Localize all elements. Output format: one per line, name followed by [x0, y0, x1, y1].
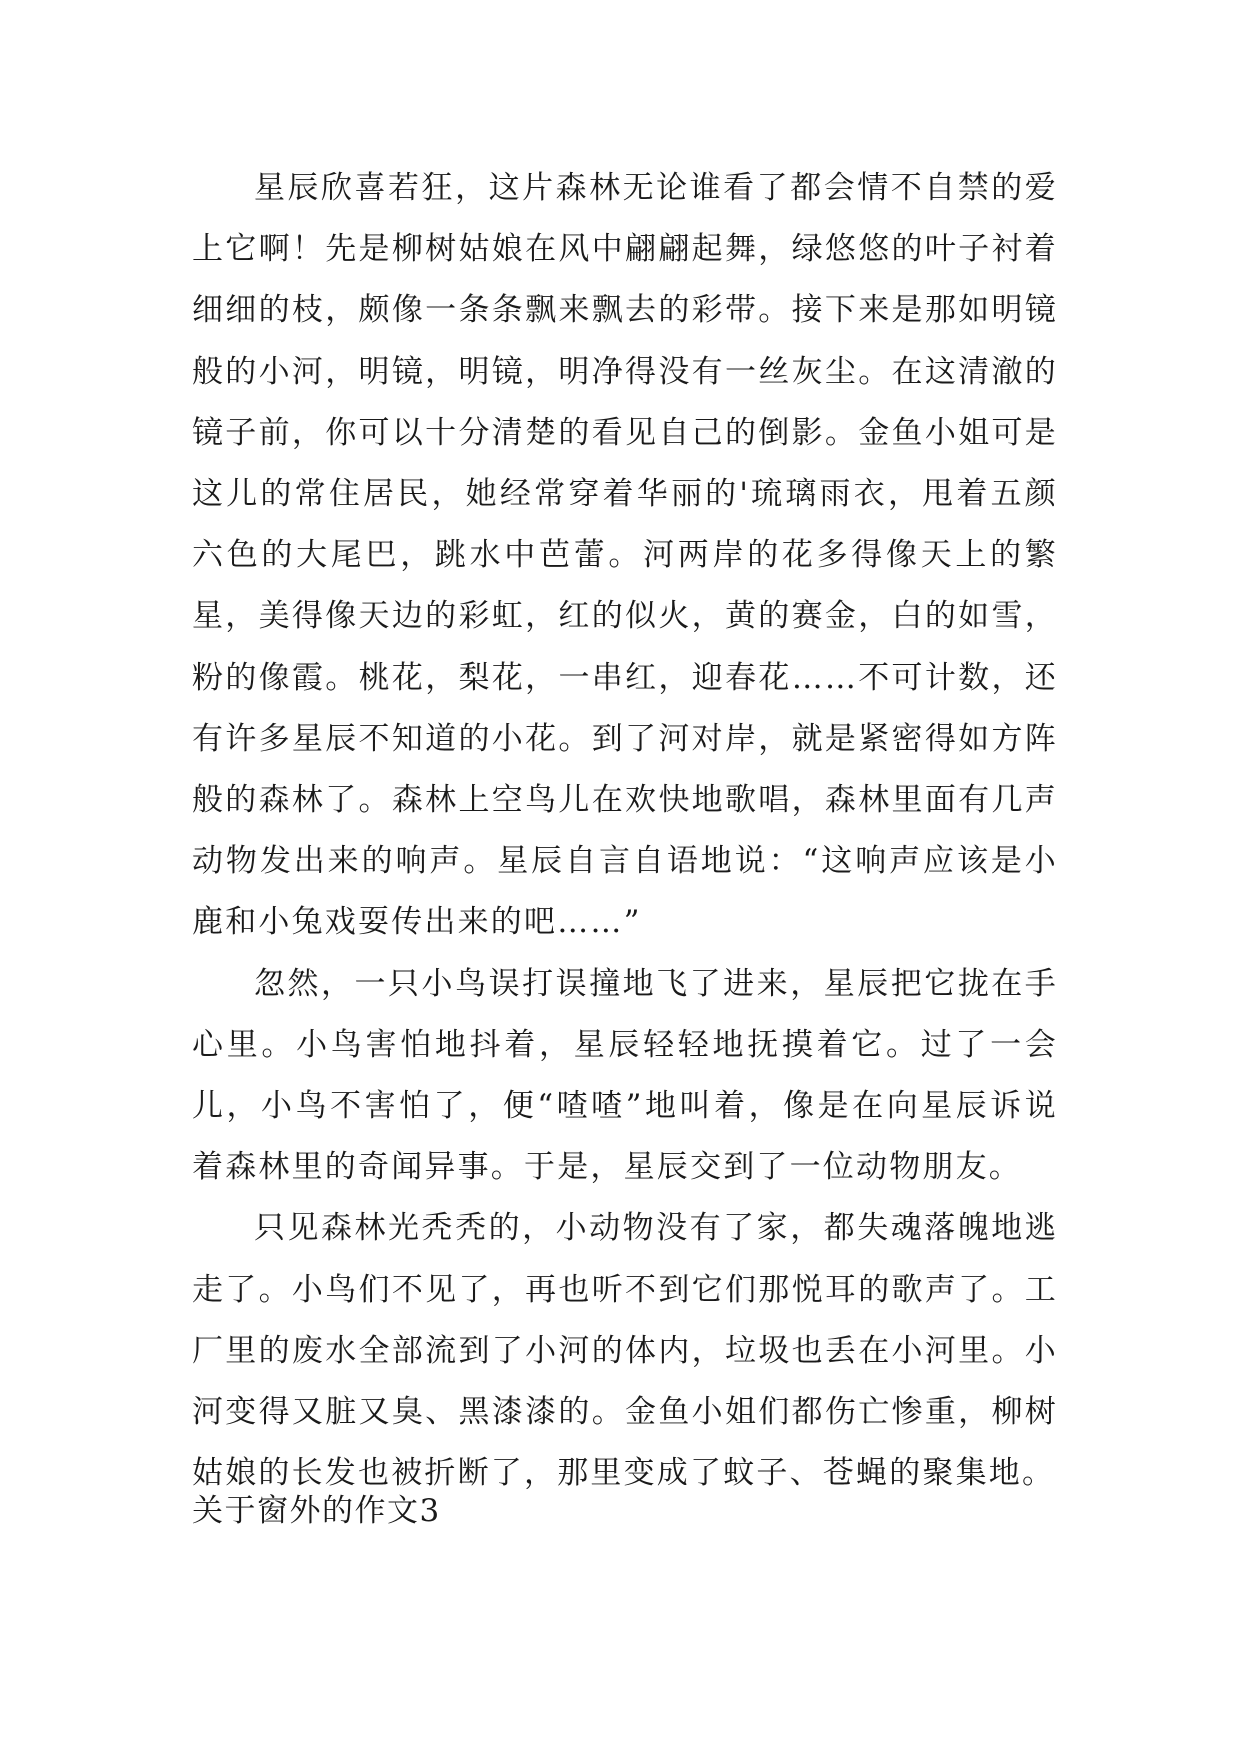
paragraph-bird-friend: 忽然，一只小鸟误打误撞地飞了进来，星辰把它拢在手心里。小鸟害怕地抖着，星辰轻轻地抚摸着它。过了一会儿，小鸟不害怕了，便“喳喳”地叫着，像是在向星辰诉说着森林里的奇闻异事。于是，星辰交到了一位动物朋友。 — [192, 965, 1058, 1186]
paragraph-forest-destroyed: 只见森林光秃秃的，小动物没有了家，都失魂落魄地逃走了。小鸟们不见了，再也听不到它们那悦耳的歌声了。工厂里的废水全部流到了小河的体内，垃圾也丢在小河里。小河变得又脏又臭、黑漆漆的。金鱼小姐们都伤亡惨重，柳树姑娘的长发也被折断了，那里变成了蚊子、苍蝇的聚集地。 — [192, 1210, 1058, 1492]
document-body — [192, 158, 1058, 1504]
paragraph-forest-description: 星辰欣喜若狂，这片森林无论谁看了都会情不自禁的爱上它啊！先是柳树姑娘在风中翩翩起舞，绿悠悠的叶子衬着细细的枝，颇像一条条飘来飘去的彩带。接下来是那如明镜般的小河，明镜，明镜，明净得没有一丝灰尘。在这清澈的镜子前，你可以十分清楚的看见自己的倒影。金鱼小姐可是这儿的常住居民，她经常穿着华丽的'琉璃雨衣，甩着五颜六色的大尾巴，跳水中芭蕾。河两岸的花多得像天上的繁星，美得像天边的彩虹，红的似火，黄的赛金，白的如雪，粉的像霞。桃花，梨花，一串红，迎春花……不可计数，还有许多星辰不知道的小花。到了河对岸，就是紧密得如方阵般的森林了。森林上空鸟儿在欢快地歌唱，森林里面有几声动物发出来的响声。星辰自言自语地说：“这响声应该是小鹿和小兔戏耍传出来的吧……” — [192, 170, 1058, 941]
section-heading: 关于窗外的作文3 — [192, 1493, 441, 1529]
